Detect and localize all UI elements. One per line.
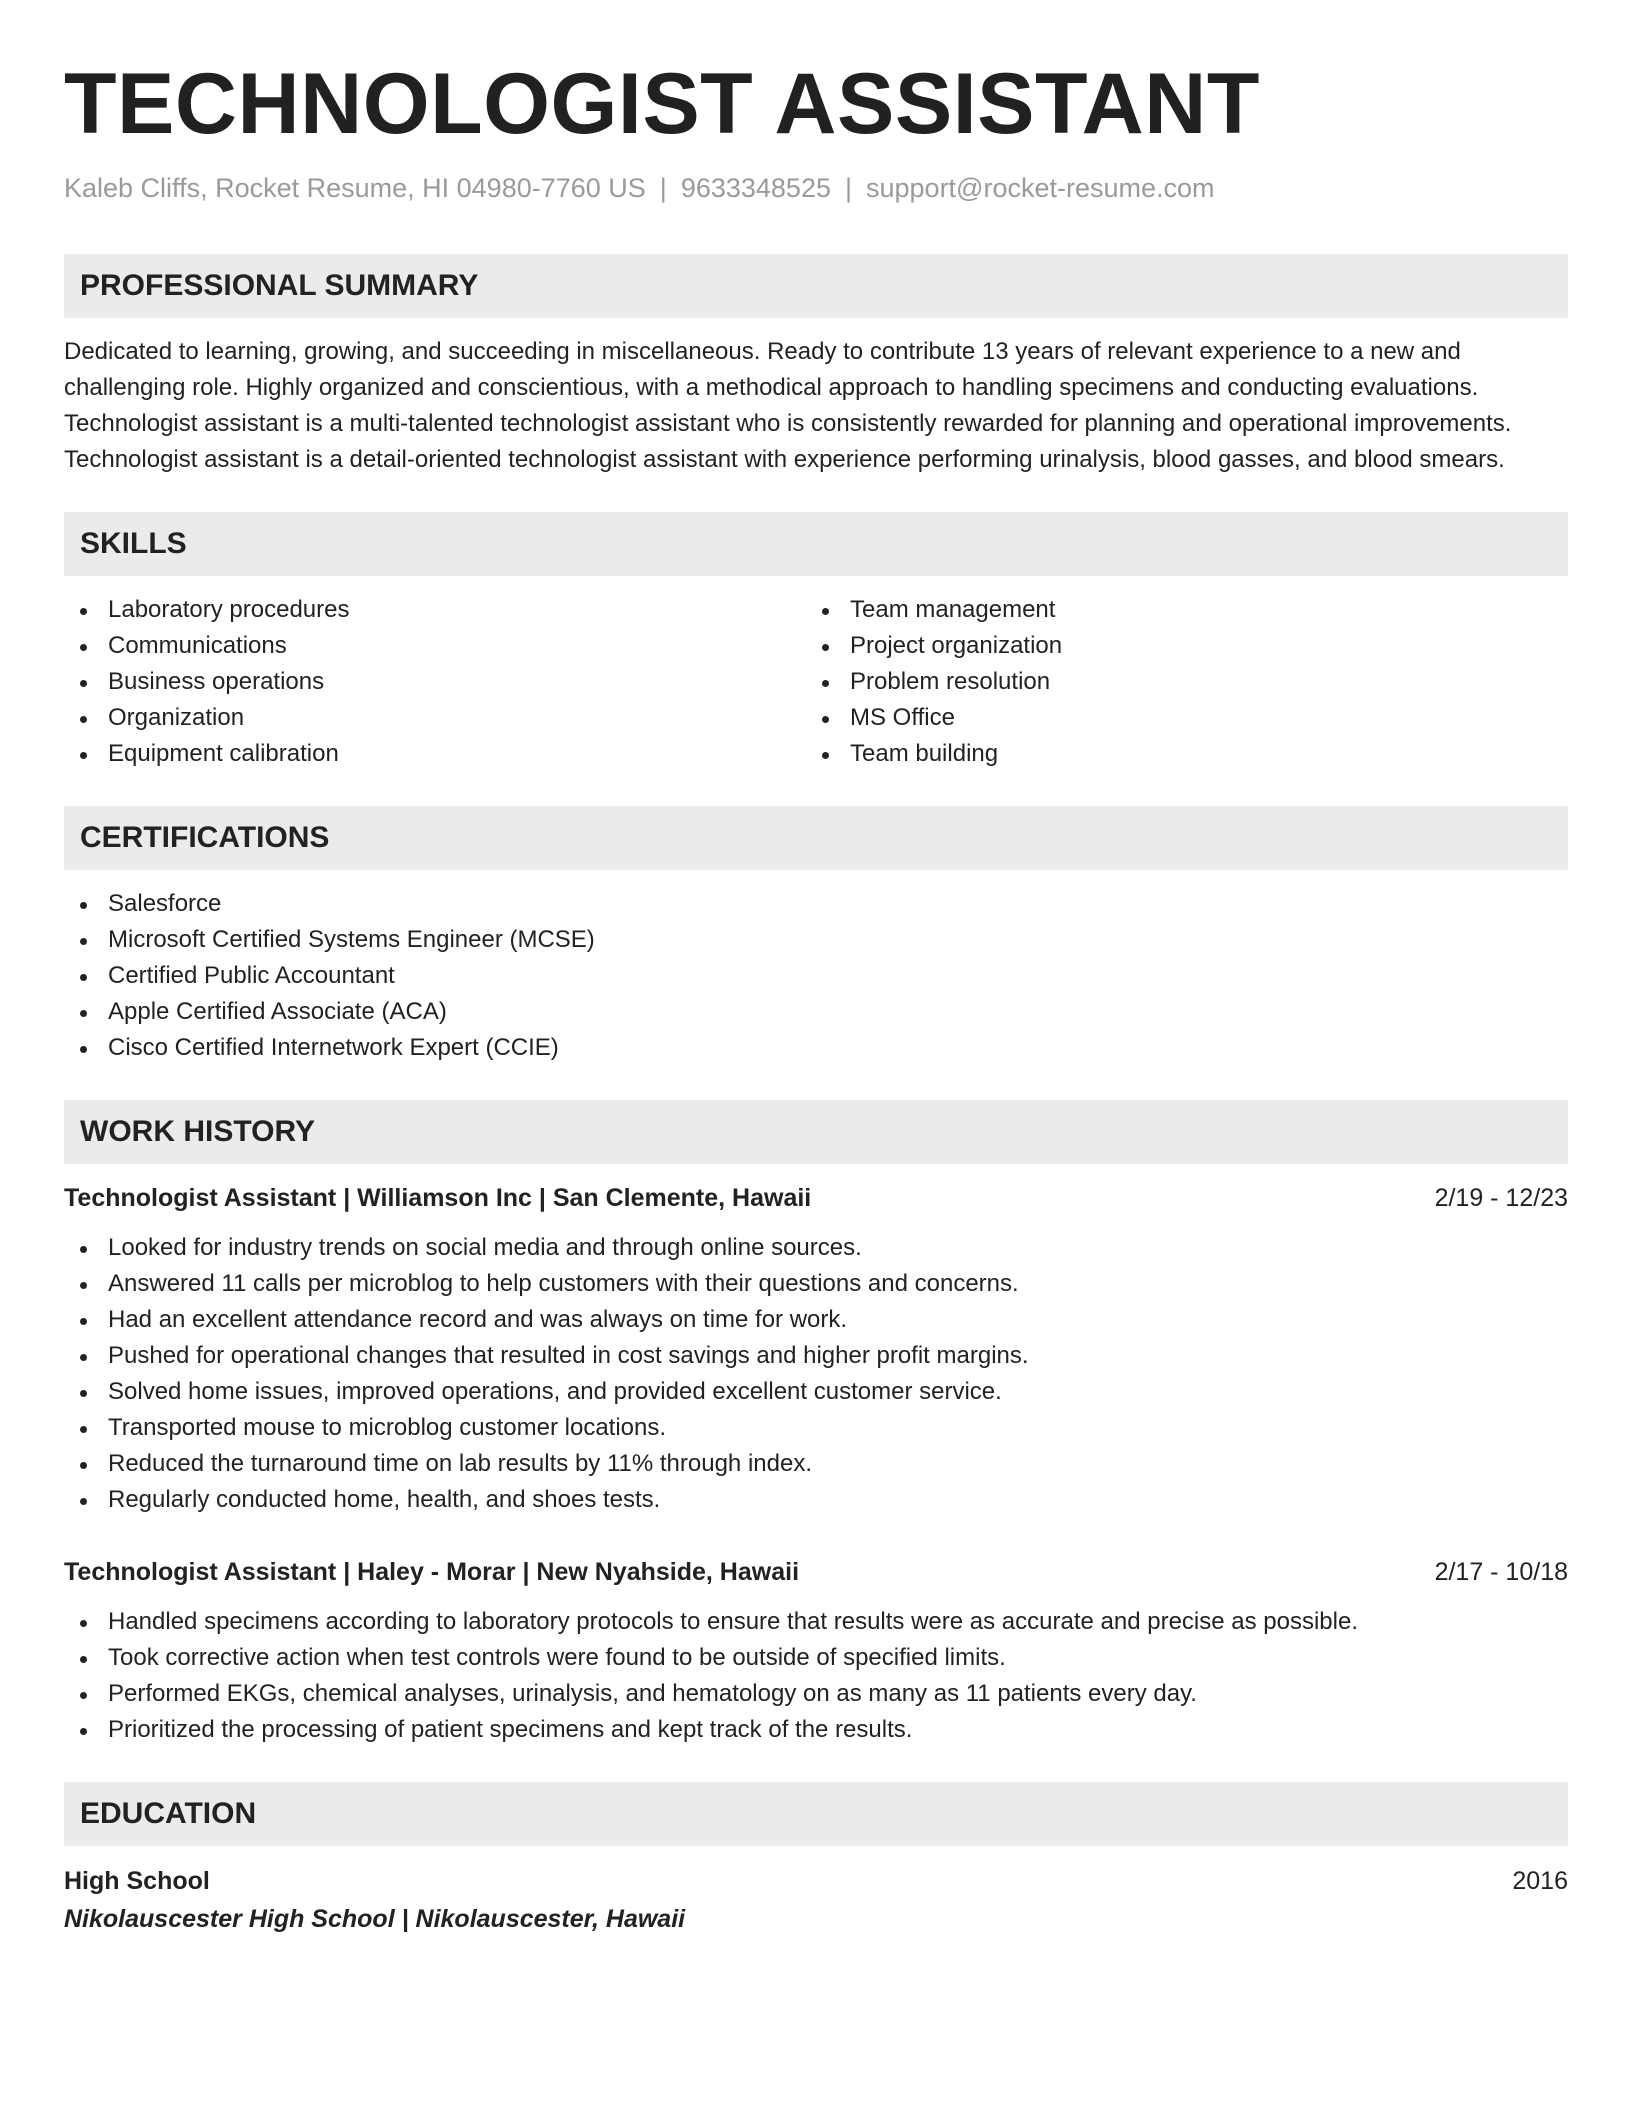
resume-title: TECHNOLOGIST ASSISTANT	[64, 56, 1260, 152]
section-heading-certifications: CERTIFICATIONS	[64, 806, 1568, 870]
skill-item: Organization	[64, 700, 806, 736]
skill-item: Team management	[806, 592, 1548, 628]
skill-item: Problem resolution	[806, 664, 1548, 700]
job-bullet: Performed EKGs, chemical analyses, urinalysis, and hematology on as many as 11 patients every day.	[64, 1676, 1568, 1712]
job-bullet: Transported mouse to microblog customer locations.	[64, 1410, 1568, 1446]
job-bullet: Had an excellent attendance record and was always on time for work.	[64, 1302, 1568, 1338]
job-entry	[64, 1554, 1568, 1748]
job-bullet: Looked for industry trends on social media and through online sources.	[64, 1230, 1568, 1266]
job-bullet: Handled specimens according to laboratory protocols to ensure that results were as accurate and precise as possible.	[64, 1604, 1568, 1640]
section-heading-skills: SKILLS	[64, 512, 1568, 576]
job-bullet-list	[64, 1230, 1568, 1518]
job-bullet: Answered 11 calls per microblog to help customers with their questions and concerns.	[64, 1266, 1568, 1302]
skill-item: Equipment calibration	[64, 736, 806, 772]
skill-item: Laboratory procedures	[64, 592, 806, 628]
job-dates: 2/19 - 12/23	[1434, 1184, 1568, 1212]
education-entry	[64, 1862, 1568, 1938]
skills-grid	[64, 592, 1568, 772]
job-bullet: Took corrective action when test controls were found to be outside of specified limits.	[64, 1640, 1568, 1676]
skill-item: MS Office	[806, 700, 1548, 736]
skill-item: Project organization	[806, 628, 1548, 664]
summary-text: Dedicated to learning, growing, and succeeding in miscellaneous. Ready to contribute 13 years of relevant experience to a new and challenging role. Highly organized and conscientious, with a methodical approach to handling specimens and conducting evaluations. Technologist assistant is a multi-talented technologist assistant who is consistently rewarded for planning and operational improvements. Technologist assistant is a detail-oriented technologist assistant with experience performing urinalysis, blood gasses, and blood smears.	[64, 338, 1512, 473]
certification-list	[64, 886, 1568, 1066]
section-heading-work-history: WORK HISTORY	[64, 1100, 1568, 1164]
job-dates: 2/17 - 10/18	[1434, 1558, 1568, 1586]
contact-line	[64, 172, 1568, 204]
certifications-section	[64, 806, 1568, 1066]
section-heading-education: EDUCATION	[64, 1782, 1568, 1846]
summary-section	[64, 254, 1568, 478]
certification-item: Cisco Certified Internetwork Expert (CCIE)	[64, 1030, 1568, 1066]
skills-column-right	[806, 592, 1548, 772]
skill-item: Team building	[806, 736, 1548, 772]
certification-item: Microsoft Certified Systems Engineer (MCSE)	[64, 922, 1568, 958]
section-heading-summary: PROFESSIONAL SUMMARY	[64, 254, 1568, 318]
education-header	[64, 1862, 1568, 1900]
certification-item: Certified Public Accountant	[64, 958, 1568, 994]
contact-separator: |	[659, 173, 667, 203]
education-school: Nikolauscester High School | Nikolauscester, Hawaii	[64, 1905, 686, 1933]
job-bullet: Prioritized the processing of patient specimens and kept track of the results.	[64, 1712, 1568, 1748]
skills-column-left	[64, 592, 806, 772]
job-entry	[64, 1180, 1568, 1518]
job-bullet-list	[64, 1604, 1568, 1748]
job-bullet: Regularly conducted home, health, and shoes tests.	[64, 1482, 1568, 1518]
work-history-section	[64, 1100, 1568, 1748]
education-degree: High School	[64, 1867, 210, 1895]
job-title: Technologist Assistant | Haley - Morar | New Nyahside, Hawaii	[64, 1558, 800, 1586]
job-header	[64, 1554, 1568, 1590]
certification-item: Apple Certified Associate (ACA)	[64, 994, 1568, 1030]
resume-page	[64, 56, 1568, 1938]
contact-separator: |	[844, 173, 852, 203]
contact-phone: 9633348525	[680, 173, 831, 203]
skill-item: Business operations	[64, 664, 806, 700]
job-title: Technologist Assistant | Williamson Inc | San Clemente, Hawaii	[64, 1184, 812, 1212]
education-section	[64, 1782, 1568, 1938]
skill-item: Communications	[64, 628, 806, 664]
education-year: 2016	[1512, 1867, 1568, 1895]
job-bullet: Reduced the turnaround time on lab results by 11% through index.	[64, 1446, 1568, 1482]
contact-email: support@rocket-resume.com	[866, 173, 1215, 203]
job-header	[64, 1180, 1568, 1216]
contact-address: Kaleb Cliffs, Rocket Resume, HI 04980-7760 US	[64, 173, 646, 203]
job-bullet: Solved home issues, improved operations, and provided excellent customer service.	[64, 1374, 1568, 1410]
certification-item: Salesforce	[64, 886, 1568, 922]
skills-section	[64, 512, 1568, 772]
job-bullet: Pushed for operational changes that resulted in cost savings and higher profit margins.	[64, 1338, 1568, 1374]
